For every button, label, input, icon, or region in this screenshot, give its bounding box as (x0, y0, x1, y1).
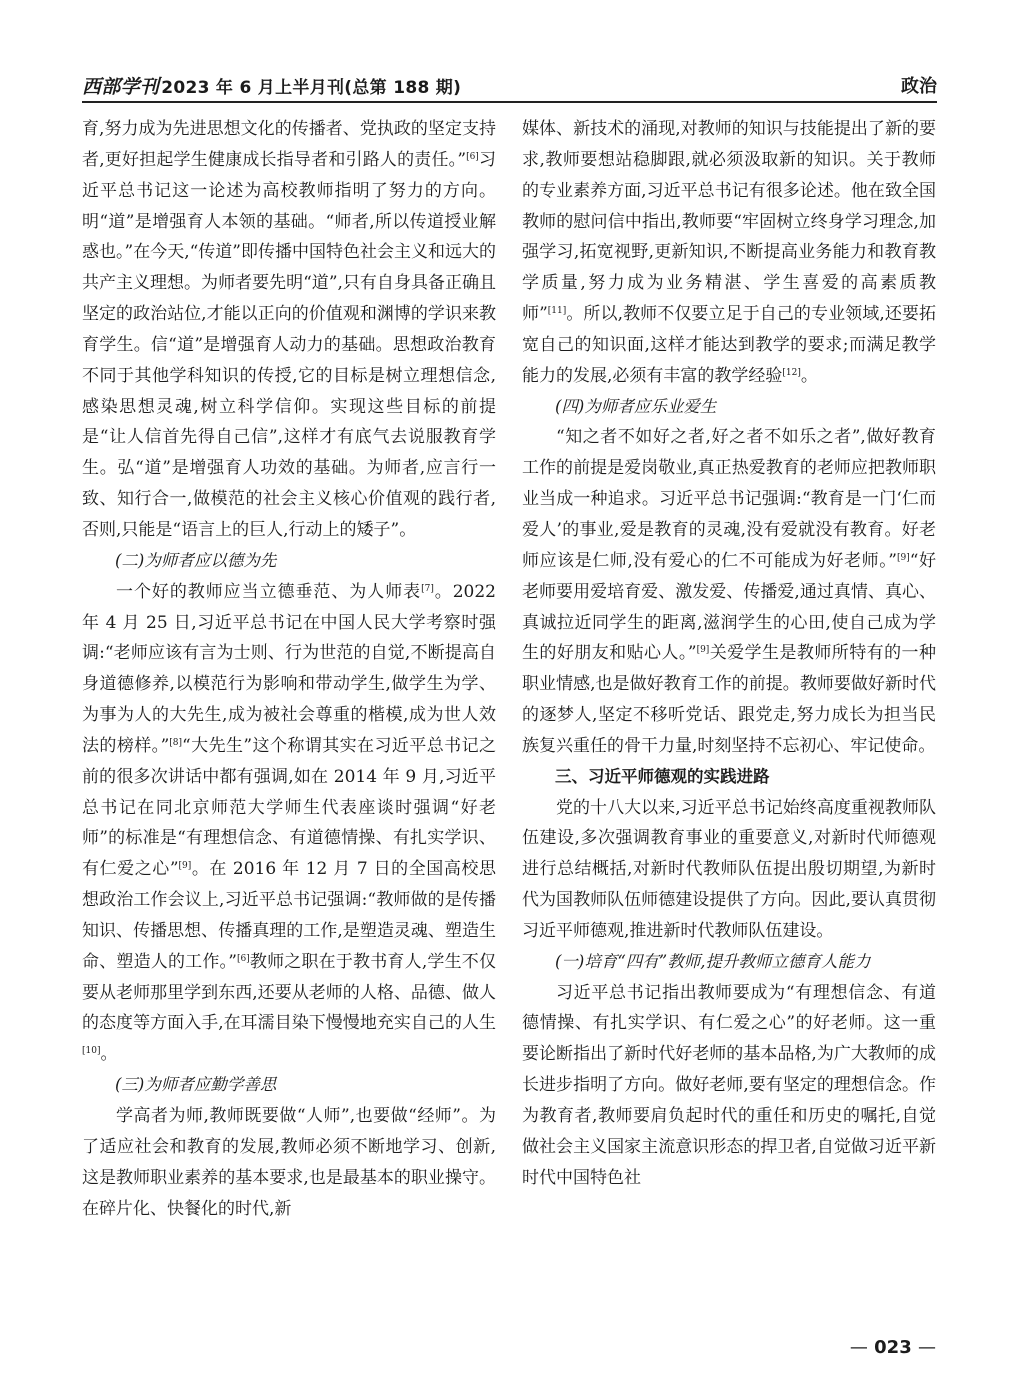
journal-logo: 西部学刊 (82, 76, 160, 98)
paragraph: 育,努力成为先进思想文化的传播者、党执政的坚定支持者,更好担起学生健康成长指导者和引路人的责任。”[6]习近平总书记这一论述为高校教师指明了努力的方向。明“道”是增强育人本领的基础。“师者,所以传道授业解惑也。”在今天,“传道”即传播中国特色社会主义和远大的共产主义理想。为师者要先明“道”,只有自身具备正确且坚定的政治站位,才能以正向的价值观和渊博的学识来教育学生。信“道”是增强育人动力的基础。思想政治教育不同于其他学科知识的传授,它的目标是树立理想信念,感染思想灵魂,树立科学信仰。实现这些目标的前提是“让人信首先得自己信”,这样才有底气去说服教育学生。弘“道”是增强育人功效的基础。为师者,应言行一致、知行合一,做模范的社会主义核心价值观的践行者,否则,只能是“语言上的巨人,行动上的矮子”。 (82, 119, 497, 540)
subsection-heading: (一)培育“四有”教师,提升教师立德育人能力 (555, 951, 871, 971)
citation: [11] (547, 306, 567, 317)
section-name: 政治 (901, 76, 937, 97)
paragraph: 媒体、新技术的涌现,对教师的知识与技能提出了新的要求,教师要想站稳脚跟,就必须汲取新的知识。关于教师的专业素养方面,习近平总书记有很多论述。他在致全国教师的慰问信中指出,教师要“牢固树立终身学习理念,加强学习,拓宽视野,更新知识,不断提高业务能力和教育教学质量,努力成为业务精湛、学生喜爱的高素质教师”[11]。所以,教师不仅要立足于自己的专业领域,还要拓宽自己的知识面,这样才能达到教学的要求;而满足教学能力的发展,必须有丰富的教学经验[12]。 (522, 119, 936, 386)
citation: [9] (696, 645, 710, 656)
citation: [10] (82, 1046, 101, 1057)
citation: [9] (178, 861, 192, 872)
citation: [7] (421, 583, 434, 594)
paragraph: 党的十八大以来,习近平总书记始终高度重视教师队伍建设,多次强调教育事业的重要意义,对新时代师德观进行总结概括,对新时代教师队伍提出殷切期望,为新时代为国教师队伍师德建设提供了方向。因此,要认真贯彻习近平师德观,推进新时代教师队伍建设。 (522, 797, 936, 941)
issue-info: 2023 年 6 月上半月刊(总第 188 期) (161, 78, 462, 98)
citation: [12] (782, 367, 801, 378)
page-number: — 023 — (849, 1337, 936, 1358)
section-heading: 三、习近平师德观的实践进路 (555, 766, 770, 786)
subsection-heading: (四)为师者应乐业爱生 (555, 396, 717, 416)
paragraph: 学高者为师,教师既要做“人师”,也要做“经师”。为了适应社会和教育的发展,教师必须不断地学习、创新,这是教师职业素养的基本要求,也是最基本的职业操守。在碎片化、快餐化的时代,新 (82, 1106, 496, 1219)
citation: [6] (236, 953, 250, 964)
citation: [9] (896, 552, 910, 563)
paragraph: 习近平总书记指出教师要成为“有理想信念、有道德情操、有扎实学识、有仁爱之心”的好老师。这一重要论断指出了新时代好老师的基本品格,为广大教师的成长进步指明了方向。做好老师,要有坚定的理想信念。作为教育者,教师要肩负起时代的重任和历史的嘱托,自觉做社会主义国家主流意识形态的捍卫者,自觉做习近平新时代中国特色社 (522, 982, 936, 1188)
subsection-heading: (二)为师者应以德为先 (115, 550, 277, 570)
left-column (82, 114, 496, 1224)
header-rule (82, 101, 937, 103)
paragraph: 一个好的教师应当立德垂范、为人师表[7]。2022 年 4 月 25 日,习近平总书记在中国人民大学考察时强调:“老师应该有言为士则、行为世范的自觉,不断提高自身道德修养,以模范行为影响和带动学生,做学生为学、为事为人的大先生,成为被社会尊重的楷模,成为世人效法的榜样。”[8]“大先生”这个称谓其实在习近平总书记之前的很多次讲话中都有强调,如在 2014 年 9 月,习近平总书记在同北京师范大学师生代表座谈时强调“好老师”的标准是“有理想信念、有道德情操、有扎实学识、有仁爱之心”[9]。在 2016 年 12 月 7 日的全国高校思想政治工作会议上,习近平总书记强调:“教师做的是传播知识、传播思想、传播真理的工作,是塑造灵魂、塑造生命、塑造人的工作。”[6]教师之职在于教书育人,学生不仅要从老师那里学到东西,还要从老师的人格、品德、做人的态度等方面入手,在耳濡目染下慢慢地充实自己的人生[10]。 (82, 581, 497, 1065)
right-column (522, 114, 936, 1194)
page-header (82, 68, 937, 104)
journal-issue-line (82, 72, 461, 99)
paragraph: “知之者不如好之者,好之者不如乐之者”,做好教育工作的前提是爱岗敬业,真正热爱教育的老师应把教师职业当成一种追求。习近平总书记强调:“教育是一门‘仁而爱人’的事业,爱是教育的灵魂,没有爱就没有教育。好老师应该是仁师,没有爱心的仁不可能成为好老师。”[9]“好老师要用爱培育爱、激发爱、传播爱,通过真情、真心、真诚拉近同学生的距离,滋润学生的心田,使自己成为学生的好朋友和贴心人。”[9]关爱学生是教师所特有的一种职业情感,也是做好教育工作的前提。教师要做好新时代的逐梦人,坚定不移听党话、跟党走,努力成长为担当民族复兴重任的骨干力量,时刻坚持不忘初心、牢记使命。 (522, 427, 936, 756)
citation: [8] (169, 737, 183, 748)
subsection-heading: (三)为师者应勤学善思 (115, 1075, 277, 1095)
citation: [6] (466, 151, 479, 162)
